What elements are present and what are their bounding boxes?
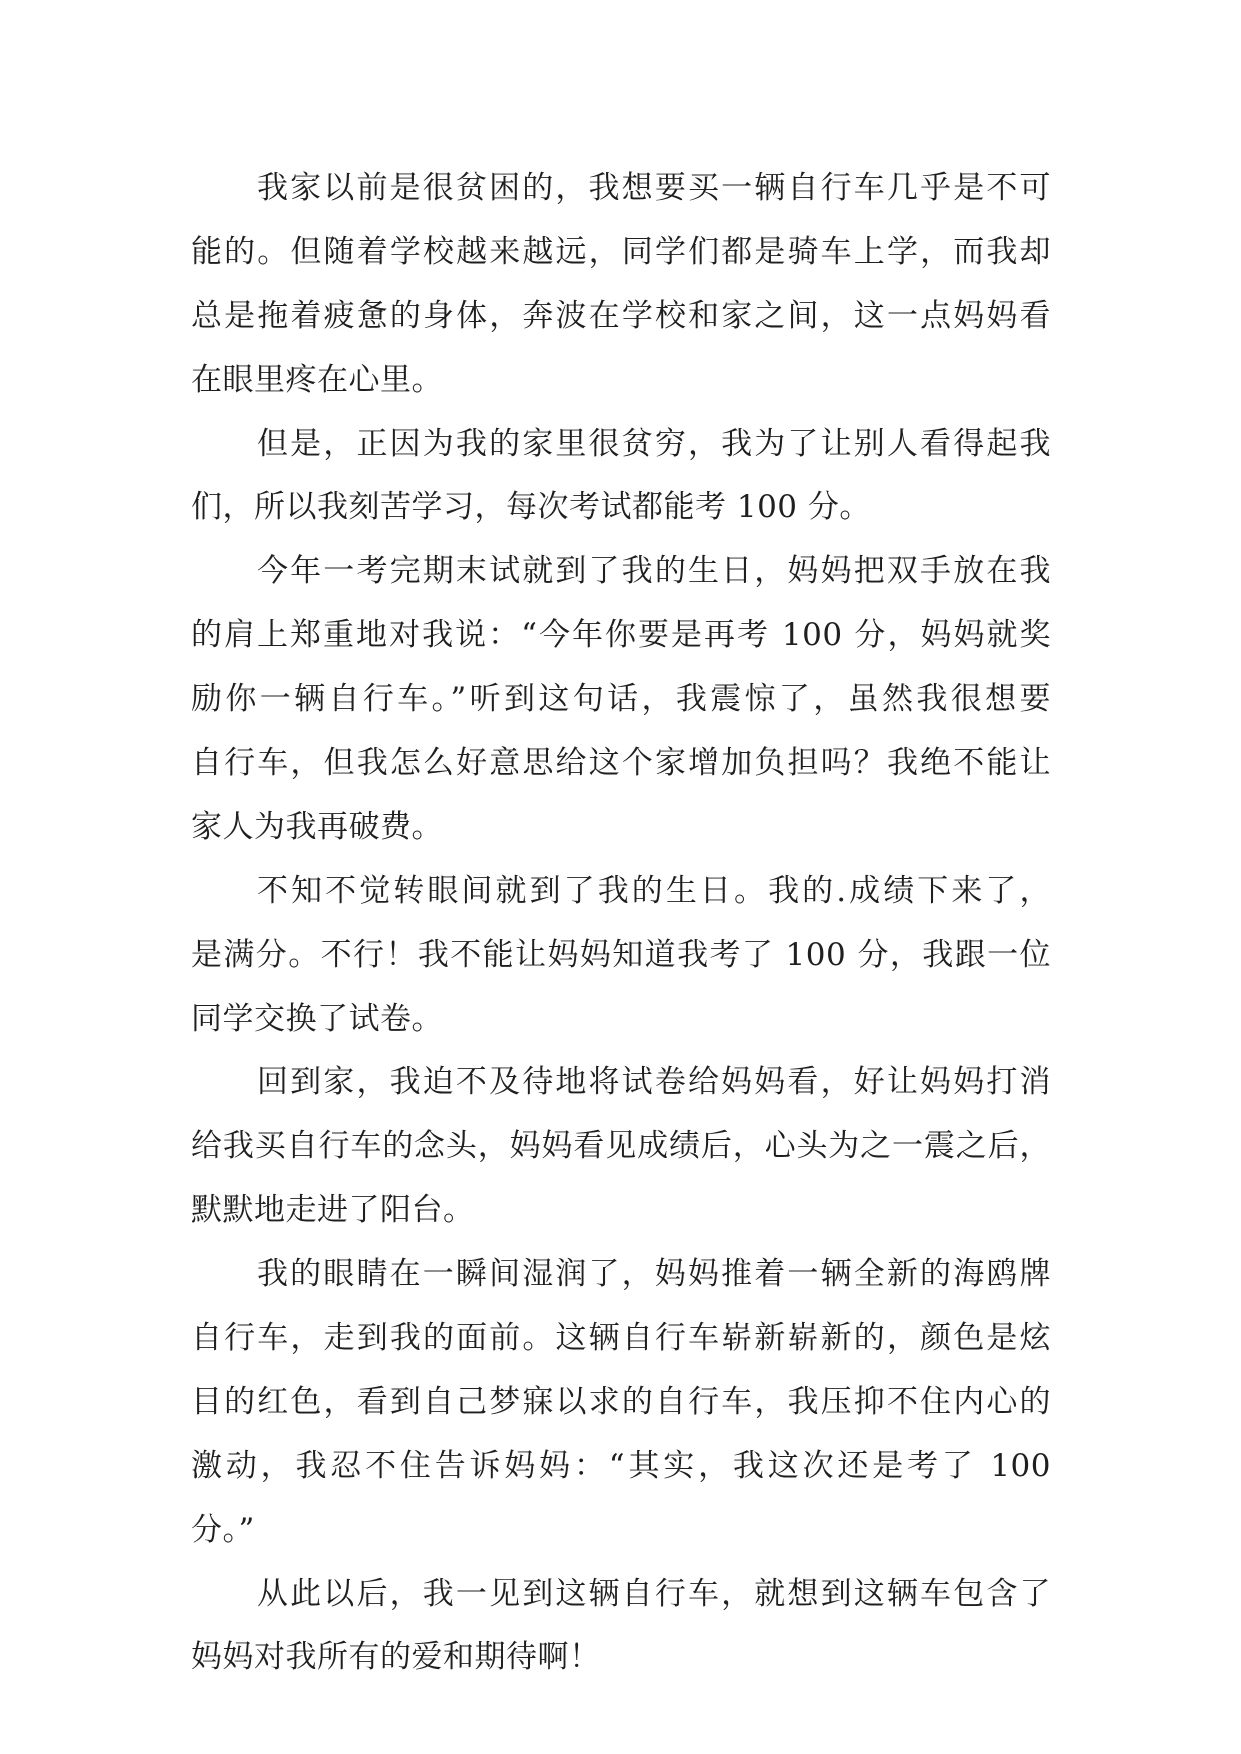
text-line: 的肩上郑重地对我说：“今年你要是再考 100 分，妈妈就奖: [191, 617, 1051, 654]
text-line: 总是拖着疲惫的身体，奔波在学校和家之间，这一点妈妈看: [191, 297, 1051, 334]
text-line: 激动，我忍不住告诉妈妈：“其实，我这次还是考了 100: [191, 1447, 1051, 1484]
paragraph: [191, 540, 1051, 859]
paragraph: [191, 413, 1051, 541]
text-line: 在眼里疼在心里。: [191, 361, 443, 398]
text-line: 能的。但随着学校越来越远，同学们都是骑车上学，而我却: [191, 233, 1051, 270]
text-line: 妈妈对我所有的爱和期待啊！: [191, 1639, 601, 1676]
text-line: 我家以前是很贫困的，我想要买一辆自行车几乎是不可: [257, 170, 1051, 206]
text-line: 今年一考完期末试就到了我的生日，妈妈把双手放在我: [257, 553, 1051, 590]
paragraph: [191, 860, 1051, 1052]
text-line: 励你一辆自行车。”听到这句话，我震惊了，虽然我很想要: [191, 681, 1051, 718]
paragraph: [191, 157, 1051, 413]
text-line: 自行车，但我怎么好意思给这个家增加负担吗？我绝不能让: [191, 745, 1051, 782]
paragraph: [191, 1243, 1051, 1562]
text-line: 是满分。不行！我不能让妈妈知道我考了 100 分，我跟一位: [191, 936, 1051, 973]
text-line: 回到家，我迫不及待地将试卷给妈妈看，好让妈妈打消: [257, 1064, 1051, 1101]
text-line: 自行车，走到我的面前。这辆自行车崭新崭新的，颜色是炫: [191, 1320, 1051, 1357]
text-line: 们，所以我刻苦学习，每次考试都能考 100 分。: [191, 489, 871, 526]
text-line: 但是，正因为我的家里很贫穷，我为了让别人看得起我: [257, 425, 1051, 462]
text-line: 目的红色，看到自己梦寐以求的自行车，我压抑不住内心的: [191, 1383, 1051, 1420]
text-line: 默默地走进了阳台。: [191, 1192, 475, 1229]
text-line: 我的眼睛在一瞬间湿润了，妈妈推着一辆全新的海鸥牌: [257, 1256, 1051, 1293]
text-line: 同学交换了试卷。: [191, 1000, 443, 1037]
text-line: 给我买自行车的念头，妈妈看见成绩后，心头为之一震之后，: [191, 1128, 1051, 1165]
document-body: [191, 157, 1051, 1690]
text-line: 不知不觉转眼间就到了我的生日。我的.成绩下来了，: [257, 872, 1051, 909]
text-line: 从此以后，我一见到这辆自行车，就想到这辆车包含了: [257, 1575, 1051, 1612]
paragraph: [191, 1563, 1051, 1691]
text-line: 家人为我再破费。: [191, 808, 443, 845]
text-line: 分。”: [191, 1511, 255, 1548]
paragraph: [191, 1051, 1051, 1243]
